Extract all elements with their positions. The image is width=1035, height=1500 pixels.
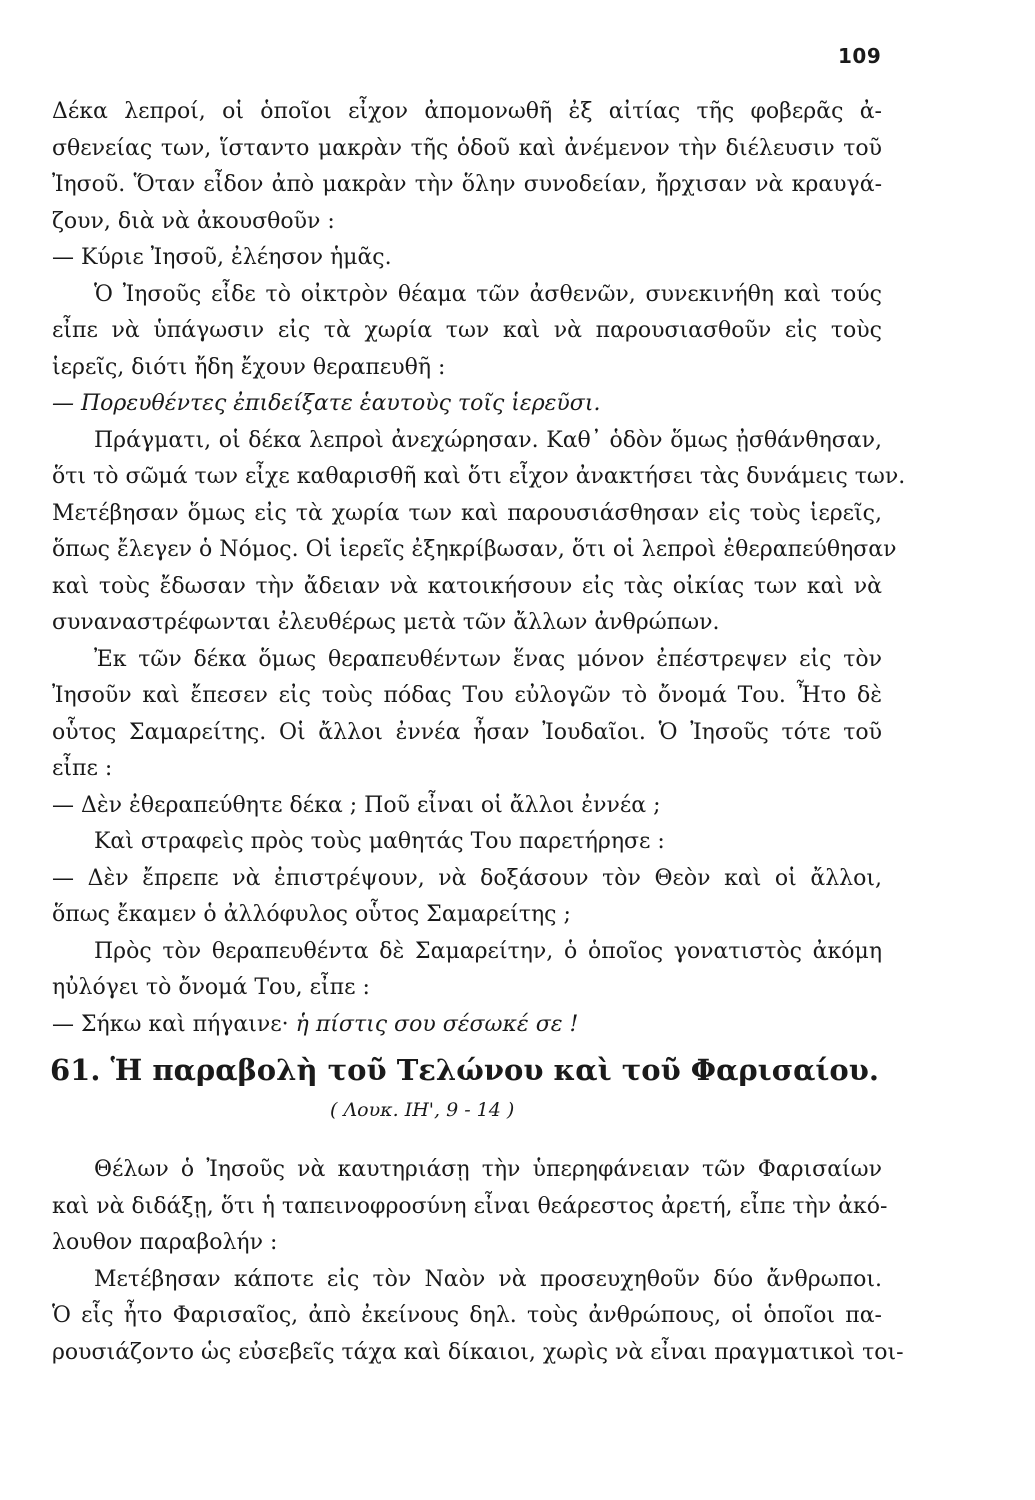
text-line: ζουν, διὰ νὰ ἀκουσθοῦν : xyxy=(52,208,335,234)
text-line: καὶ νὰ διδάξῃ, ὅτι ἡ ταπεινοφροσύνη εἶναι θεάρεστος ἀρετή, εἶπε τὴν ἀκό- xyxy=(52,1193,888,1219)
dialogue-line: — Πορευθέντες ἐπιδείξατε ἑαυτοὺς τοῖς ἱερεῦσι. xyxy=(52,391,601,416)
page-number: 109 xyxy=(838,44,882,68)
text-line: ὅπως ἔκαμεν ὁ ἀλλόφυλος οὗτος Σαμαρείτης ; xyxy=(52,902,571,927)
dialogue-line xyxy=(52,1007,882,1044)
text-line: Ὁ εἷς ἦτο Φαρισαῖος, ἀπὸ ἐκείνους δηλ. τοὺς ἀνθρώπους, οἱ ὁποῖοι πα- xyxy=(52,1303,882,1328)
text-line: συναναστρέφωνται ἐλευθέρως μετὰ τῶν ἄλλων ἀνθρώπων. xyxy=(52,610,720,635)
dialogue-line: — Δὲν ἔπρεπε νὰ ἐπιστρέψουν, νὰ δοξάσουν τὸν Θεὸν καὶ οἱ ἄλλοι, xyxy=(52,865,882,891)
dialogue-text: — Σήκω καὶ πήγαινε· xyxy=(52,1011,289,1037)
text-line: ὅτι τὸ σῶμά των εἶχε καθαρισθῆ καὶ ὅτι εἶχον ἀνακτήσει τὰς δυνάμεις των. xyxy=(52,464,906,489)
text-line: ἱερεῖς, διότι ἤδη ἔχουν θεραπευθῆ : xyxy=(52,354,446,380)
text-line: Θέλων ὁ Ἰησοῦς νὰ καυτηριάσῃ τὴν ὑπερηφάνειαν τῶν Φαρισαίων xyxy=(94,1157,882,1182)
text-line: ρουσιάζοντο ὡς εὐσεβεῖς τάχα καὶ δίκαιοι, χωρὶς νὰ εἶναι πραγματικοὶ τοι- xyxy=(52,1339,904,1365)
text-line: Ὁ Ἰησοῦς εἶδε τὸ οἰκτρὸν θέαμα τῶν ἀσθενῶν, συνεκινήθη καὶ τούς xyxy=(94,281,882,307)
section-heading: 61. Ἡ παραβολὴ τοῦ Τελώνου καὶ τοῦ Φαρισαίου. xyxy=(50,1053,879,1087)
section-text xyxy=(52,1152,904,1371)
text-line: λουθον παραβολήν : xyxy=(52,1230,278,1255)
text-line: Καὶ στραφεὶς πρὸς τοὺς μαθητάς Του παρετήρησε : xyxy=(94,829,665,854)
text-line: οὗτος Σαμαρείτης. Οἱ ἄλλοι ἐννέα ἦσαν Ἰουδαῖοι. Ὁ Ἰησοῦς τότε τοῦ xyxy=(52,719,882,745)
section-reference: ( Λουκ. ΙΗ', 9 - 14 ) xyxy=(330,1099,515,1121)
italic-quote: ἡ πίστις σου σέσωκέ σε ! xyxy=(295,1011,579,1037)
text-line: εἶπε : xyxy=(52,756,113,781)
text-line: ηὐλόγει τὸ ὄνομά Του, εἶπε : xyxy=(52,975,370,1000)
text-line: εἶπε νὰ ὑπάγωσιν εἰς τὰ χωρία των καὶ νὰ παρουσιασθοῦν εἰς τοὺς xyxy=(52,318,882,343)
text-line: Μετέβησαν κάποτε εἰς τὸν Ναὸν νὰ προσευχηθοῦν δύο ἄνθρωποι. xyxy=(94,1266,882,1292)
text-line: σθενείας των, ἵσταντο μακρὰν τῆς ὁδοῦ καὶ ἀνέμενον τὴν διέλευσιν τοῦ xyxy=(52,135,882,161)
text-line: Πρὸς τὸν θεραπευθέντα δὲ Σαμαρείτην, ὁ ὁποῖος γονατιστὸς ἀκόμη xyxy=(94,938,882,964)
text-line: Ἐκ τῶν δέκα ὅμως θεραπευθέντων ἕνας μόνον ἐπέστρεψεν εἰς τὸν xyxy=(94,646,882,672)
text-line: Μετέβησαν ὅμως εἰς τὰ χωρία των καὶ παρουσιάσθησαν εἰς τοὺς ἱερεῖς, xyxy=(52,500,882,526)
text-line: ὅπως ἔλεγεν ὁ Νόμος. Οἱ ἱερεῖς ἐξηκρίβωσαν, ὅτι οἱ λεπροὶ ἐθεραπεύθησαν xyxy=(52,537,897,562)
text-line: Ἰησοῦν καὶ ἔπεσεν εἰς τοὺς πόδας Του εὐλογῶν τὸ ὄνομά Του. Ἦτο δὲ xyxy=(52,683,882,708)
dialogue-line: — Δὲν ἐθεραπεύθητε δέκα ; Ποῦ εἶναι οἱ ἄλλοι ἐννέα ; xyxy=(52,792,661,818)
body-text xyxy=(52,94,906,1043)
text-line: Ἰησοῦ. Ὅταν εἶδον ἀπὸ μακρὰν τὴν ὅλην συνοδείαν, ἤρχισαν νὰ κραυγά- xyxy=(52,172,882,197)
text-line: Πράγματι, οἱ δέκα λεπροὶ ἀνεχώρησαν. Καθ᾽ ὁδὸν ὅμως ᾐσθάνθησαν, xyxy=(94,427,882,453)
dialogue-line: — Κύριε Ἰησοῦ, ἐλέησον ἡμᾶς. xyxy=(52,245,392,270)
text-line: καὶ τοὺς ἔδωσαν τὴν ἄδειαν νὰ κατοικήσουν εἰς τὰς οἰκίας των καὶ νὰ xyxy=(52,573,882,599)
text-line: Δέκα λεπροί, οἱ ὁποῖοι εἶχον ἀπομονωθῆ ἐξ αἰτίας τῆς φοβερᾶς ἀ- xyxy=(52,99,882,124)
